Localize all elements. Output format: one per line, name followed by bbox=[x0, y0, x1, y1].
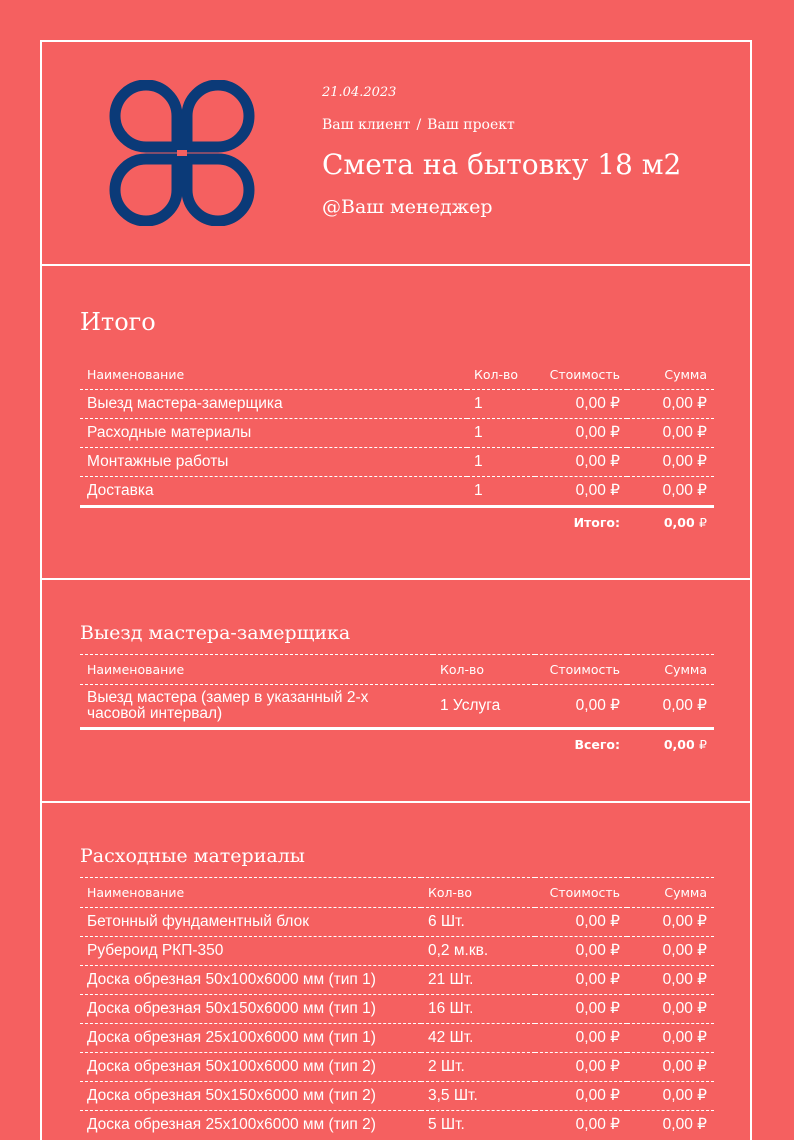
table-row bbox=[80, 1024, 714, 1053]
total-label: Всего: bbox=[535, 729, 627, 761]
table-row bbox=[80, 685, 714, 729]
item-qty: 21 Шт. bbox=[421, 966, 535, 995]
item-price: 0,00 ₽ bbox=[535, 390, 627, 419]
table-row bbox=[80, 477, 714, 507]
table-header-row bbox=[80, 360, 714, 390]
table-row bbox=[80, 937, 714, 966]
total-currency: ₽ bbox=[699, 737, 707, 752]
item-qty: 1 bbox=[467, 477, 535, 507]
item-sum: 0,00 ₽ bbox=[627, 390, 714, 419]
item-sum: 0,00 ₽ bbox=[627, 1024, 714, 1053]
column-header-sum: Сумма bbox=[627, 655, 714, 685]
item-qty: 42 Шт. bbox=[421, 1024, 535, 1053]
section-divider bbox=[42, 578, 750, 580]
column-header-name: Наименование bbox=[87, 367, 185, 382]
item-price: 0,00 ₽ bbox=[535, 1053, 627, 1082]
table-row bbox=[80, 995, 714, 1024]
item-sum: 0,00 ₽ bbox=[627, 448, 714, 477]
measurer-title: Выезд мастера-замерщика bbox=[80, 622, 351, 644]
table-row bbox=[80, 1053, 714, 1082]
column-header-name: Наименование bbox=[80, 878, 421, 908]
total-value bbox=[627, 507, 714, 539]
section-divider bbox=[42, 264, 750, 266]
total-amount: 0,00 bbox=[663, 737, 695, 752]
item-qty: 6 Шт. bbox=[421, 908, 535, 937]
item-name: Доска обрезная 25x100x6000 мм (тип 2) bbox=[80, 1111, 421, 1140]
total-label: Итого: bbox=[535, 507, 627, 539]
table-header-row bbox=[80, 878, 714, 908]
table-row bbox=[80, 1082, 714, 1111]
total-row bbox=[80, 729, 714, 761]
item-price: 0,00 ₽ bbox=[535, 1024, 627, 1053]
item-qty: 3,5 Шт. bbox=[421, 1082, 535, 1111]
column-header-sum: Сумма bbox=[664, 367, 707, 382]
item-qty: 1 bbox=[467, 419, 535, 448]
item-qty: 1 Услуга bbox=[433, 685, 535, 729]
item-qty: 2 Шт. bbox=[421, 1053, 535, 1082]
summary-title: Итого bbox=[80, 308, 156, 336]
item-name: Расходные материалы bbox=[80, 419, 467, 448]
item-sum: 0,00 ₽ bbox=[627, 419, 714, 448]
table-row bbox=[80, 390, 714, 419]
measurer-table bbox=[80, 654, 714, 760]
item-name: Доска обрезная 50x100x6000 мм (тип 2) bbox=[80, 1053, 421, 1082]
item-name: Рубероид РКП-350 bbox=[80, 937, 421, 966]
column-header-sum: Сумма bbox=[627, 878, 714, 908]
total-currency: ₽ bbox=[699, 515, 707, 530]
column-header-qty: Кол-во bbox=[421, 878, 535, 908]
item-sum: 0,00 ₽ bbox=[627, 966, 714, 995]
column-header-qty: Кол-во bbox=[433, 655, 535, 685]
item-sum: 0,00 ₽ bbox=[627, 995, 714, 1024]
column-header-price: Стоимость bbox=[535, 878, 627, 908]
table-row bbox=[80, 908, 714, 937]
item-name: Выезд мастера-замерщика bbox=[80, 390, 467, 419]
table-row bbox=[80, 419, 714, 448]
breadcrumb-separator: / bbox=[416, 117, 422, 133]
item-price: 0,00 ₽ bbox=[535, 937, 627, 966]
document-frame bbox=[40, 40, 752, 1140]
item-price: 0,00 ₽ bbox=[535, 1082, 627, 1111]
table-row bbox=[80, 1111, 714, 1140]
item-sum: 0,00 ₽ bbox=[627, 1111, 714, 1140]
item-qty: 16 Шт. bbox=[421, 995, 535, 1024]
column-header-price: Стоимость bbox=[549, 367, 620, 382]
column-header-price: Стоимость bbox=[535, 655, 627, 685]
client-name: Ваш клиент bbox=[322, 117, 411, 133]
item-sum: 0,00 ₽ bbox=[627, 908, 714, 937]
item-price: 0,00 ₽ bbox=[535, 1111, 627, 1140]
column-header-name: Наименование bbox=[80, 655, 433, 685]
item-price: 0,00 ₽ bbox=[535, 966, 627, 995]
document-date: 21.04.2023 bbox=[322, 85, 397, 100]
item-price: 0,00 ₽ bbox=[535, 685, 627, 729]
item-price: 0,00 ₽ bbox=[535, 419, 627, 448]
table-header-row bbox=[80, 655, 714, 685]
page-title: Смета на бытовку 18 м2 bbox=[322, 148, 682, 181]
item-price: 0,00 ₽ bbox=[535, 448, 627, 477]
item-sum: 0,00 ₽ bbox=[627, 685, 714, 729]
item-sum: 0,00 ₽ bbox=[627, 477, 714, 507]
item-qty: 5 Шт. bbox=[421, 1111, 535, 1140]
item-name: Доска обрезная 50x100x6000 мм (тип 1) bbox=[80, 966, 421, 995]
total-row bbox=[80, 507, 714, 539]
item-sum: 0,00 ₽ bbox=[627, 937, 714, 966]
item-sum: 0,00 ₽ bbox=[627, 1082, 714, 1111]
item-price: 0,00 ₽ bbox=[535, 995, 627, 1024]
project-name: Ваш проект bbox=[427, 117, 515, 133]
item-sum: 0,00 ₽ bbox=[627, 1053, 714, 1082]
table-row bbox=[80, 966, 714, 995]
total-value bbox=[627, 729, 714, 761]
item-price: 0,00 ₽ bbox=[535, 477, 627, 507]
column-header-qty: Кол-во bbox=[474, 367, 519, 382]
logo-icon bbox=[109, 80, 255, 226]
item-name: Бетонный фундаментный блок bbox=[80, 908, 421, 937]
item-price: 0,00 ₽ bbox=[535, 908, 627, 937]
item-qty: 1 bbox=[467, 448, 535, 477]
table-row bbox=[80, 448, 714, 477]
item-qty: 0,2 м.кв. bbox=[421, 937, 535, 966]
item-name: Доска обрезная 50x150x6000 мм (тип 1) bbox=[80, 995, 421, 1024]
manager-name: @Ваш менеджер bbox=[322, 196, 493, 218]
item-name: Доска обрезная 25x100x6000 мм (тип 1) bbox=[80, 1024, 421, 1053]
item-name: Выезд мастера (замер в указанный 2-х часовой интервал) bbox=[80, 685, 433, 729]
summary-table bbox=[80, 360, 714, 538]
section-divider bbox=[42, 801, 750, 803]
materials-title: Расходные материалы bbox=[80, 845, 305, 867]
item-name: Доставка bbox=[80, 477, 467, 507]
breadcrumb bbox=[322, 117, 515, 133]
materials-table bbox=[80, 877, 714, 1139]
item-qty: 1 bbox=[467, 390, 535, 419]
total-amount: 0,00 bbox=[663, 515, 695, 530]
item-name: Доска обрезная 50x150x6000 мм (тип 2) bbox=[80, 1082, 421, 1111]
item-name: Монтажные работы bbox=[80, 448, 467, 477]
